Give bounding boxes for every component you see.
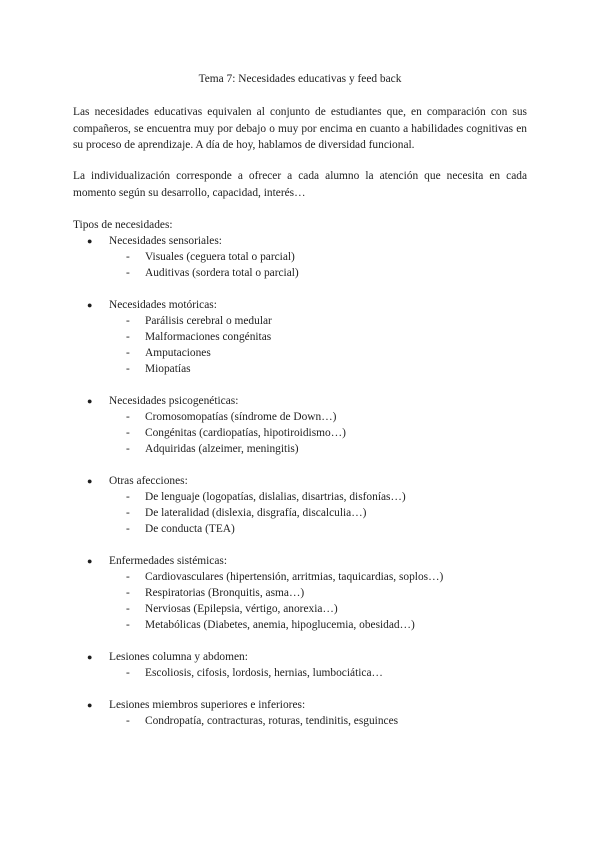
category-list-item [73,697,527,729]
sub-list-item [73,585,527,601]
sub-list-item [73,617,527,633]
sub-item-label: Respiratorias (Bronquitis, asma…) [145,587,305,599]
sub-item-label: Condropatía, contracturas, roturas, tendinitis, esguinces [145,715,399,727]
sub-item-label: Congénitas (cardiopatías, hipotiroidismo…) [145,427,346,439]
category-label: Necesidades psicogenéticas: [109,395,239,407]
category-label: Necesidades motóricas: [109,299,217,311]
category-heading [73,393,527,409]
category-heading [73,473,527,489]
category-heading [73,553,527,569]
category-list-item [73,233,527,281]
sub-item-label: De conducta (TEA) [145,523,235,535]
sub-item-label: Amputaciones [145,347,211,359]
category-label: Lesiones miembros superiores e inferiores: [109,699,306,711]
sub-item-label: Malformaciones congénitas [145,331,272,343]
sub-item-label: Cardiovasculares (hipertensión, arritmias, taquicardias, soplos…) [145,571,444,583]
dash-marker: - [126,715,130,727]
sub-item-label: Escoliosis, cifosis, lordosis, hernias, lumbociática… [145,667,383,679]
sub-list-item [73,441,527,457]
category-label: Necesidades sensoriales: [109,235,222,247]
sub-list-item [73,249,527,265]
bullet-icon: ● [87,700,93,710]
bullet-icon: ● [87,300,93,310]
category-list-item [73,297,527,377]
category-label: Enfermedades sistémicas: [109,555,227,567]
category-list-item [73,473,527,537]
sub-item-label: Adquiridas (alzeimer, meningitis) [145,443,299,455]
category-list-item [73,553,527,633]
sub-list-item [73,713,527,729]
dash-marker: - [126,267,130,279]
dash-marker: - [126,363,130,375]
category-list-item [73,393,527,457]
page-title: Tema 7: Necesidades educativas y feed back [198,73,402,85]
dash-marker: - [126,587,130,599]
category-heading [73,649,527,665]
sub-list-item [73,425,527,441]
sub-item-label: De lenguaje (logopatías, dislalias, disartrias, disfonías…) [145,491,406,503]
dash-marker: - [126,251,130,263]
bullet-icon: ● [87,476,93,486]
dash-marker: - [126,491,130,503]
sub-list-item [73,345,527,361]
dash-marker: - [126,331,130,343]
sub-list-item [73,521,527,537]
sub-list-item [73,329,527,345]
category-heading [73,297,527,313]
sub-list-item [73,409,527,425]
dash-marker: - [126,619,130,631]
dash-marker: - [126,411,130,423]
intro-paragraph: Las necesidades educativas equivalen al conjunto de estudiantes que, en comparación con sus compañeros, se encuentra muy por debajo o muy por encima en cuanto a habilidades cognitivas en su proceso de aprendizaje. A día de hoy, hablamos de diversidad funcional. [73,106,527,152]
dash-marker: - [126,523,130,535]
sub-list-item [73,489,527,505]
dash-marker: - [126,347,130,359]
bullet-icon: ● [87,236,93,246]
sub-item-label: Metabólicas (Diabetes, anemia, hipoglucemia, obesidad…) [145,619,415,631]
sub-list-item [73,665,527,681]
types-heading: Tipos de necesidades: [73,219,173,231]
category-heading [73,697,527,713]
bullet-icon: ● [87,652,93,662]
dash-marker: - [126,507,130,519]
category-label: Otras afecciones: [109,475,188,487]
sub-item-label: Visuales (ceguera total o parcial) [145,251,295,263]
sub-list-item [73,601,527,617]
dash-marker: - [126,427,130,439]
sub-item-label: De lateralidad (dislexia, disgrafía, discalculia…) [145,507,367,519]
sub-item-label: Parálisis cerebral o medular [145,315,272,327]
bullet-icon: ● [87,396,93,406]
dash-marker: - [126,571,130,583]
sub-item-label: Auditivas (sordera total o parcial) [145,267,299,279]
bullet-icon: ● [87,556,93,566]
category-list-item [73,649,527,681]
sub-list-item [73,265,527,281]
sub-list-item [73,569,527,585]
dash-marker: - [126,667,130,679]
dash-marker: - [126,443,130,455]
category-label: Lesiones columna y abdomen: [109,651,248,663]
sub-item-label: Nerviosas (Epilepsia, vértigo, anorexia…) [145,603,338,615]
sub-list-item [73,313,527,329]
dash-marker: - [126,603,130,615]
category-heading [73,233,527,249]
individualization-paragraph: La individualización corresponde a ofrecer a cada alumno la atención que necesita en cada momento según su desarrollo, capacidad, interés… [73,170,527,199]
sub-list-item [73,505,527,521]
dash-marker: - [126,315,130,327]
sub-item-label: Cromosomopatías (síndrome de Down…) [145,411,337,423]
sub-list-item [73,361,527,377]
sub-item-label: Miopatías [145,363,191,375]
